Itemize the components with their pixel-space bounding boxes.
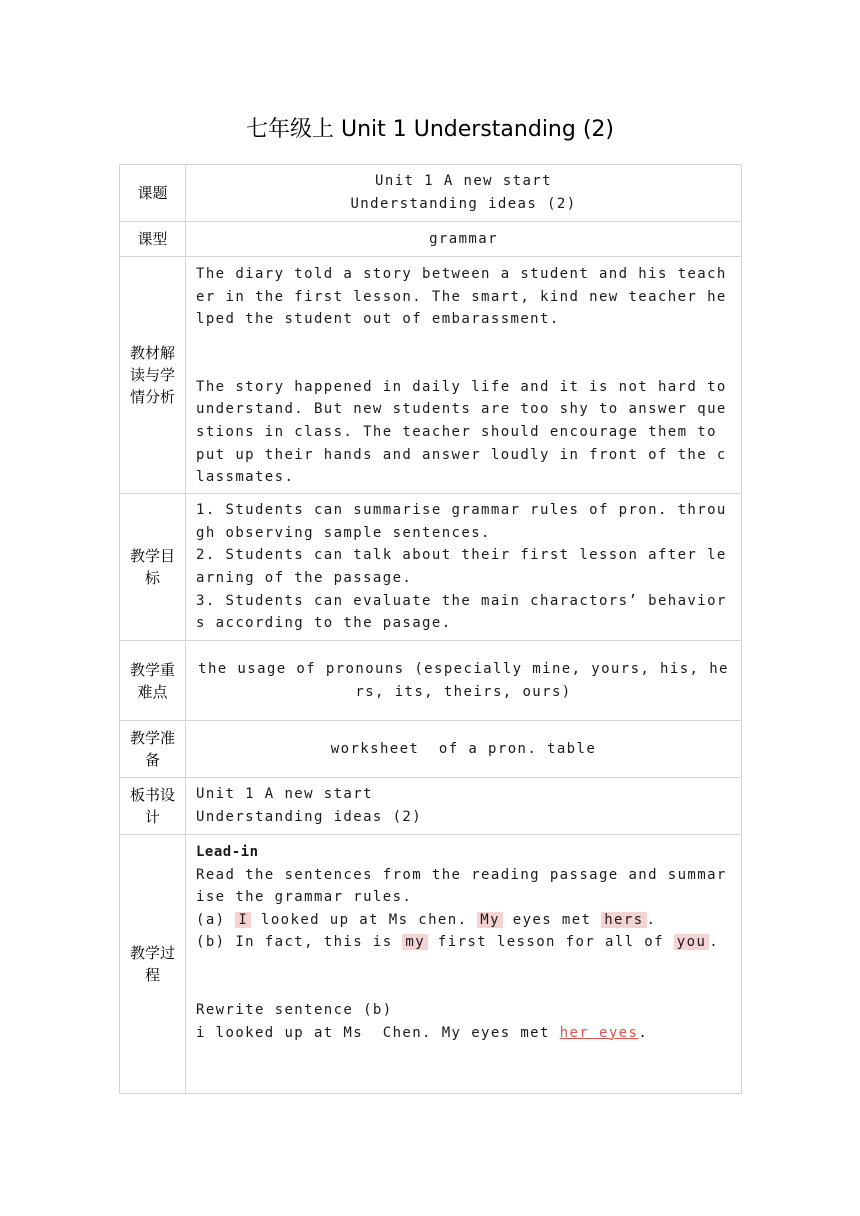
sentence-a-text: looked up at Ms chen. — [251, 911, 478, 928]
answer-text: her eyes — [559, 1024, 639, 1041]
sentence-a-text: eyes met — [502, 911, 602, 928]
sentence-a-end: . — [646, 911, 657, 928]
type-value: grammar — [186, 222, 742, 257]
analysis-paragraph-2: The story happened in daily life and it is not hard to understand. But new students are too shy to answer questions in class. The teacher should encourage them to put up their hands and answer loudly in front of the classmates. — [196, 378, 727, 486]
row-topic — [120, 165, 742, 222]
analysis-value — [186, 257, 742, 494]
objectives-value — [186, 494, 742, 641]
page-title: 七年级上 Unit 1 Understanding (2) — [245, 117, 614, 142]
label-analysis: 教材解读与学情分析 — [120, 257, 186, 494]
highlight-word: hers — [601, 912, 646, 928]
highlight-word: My — [477, 912, 503, 928]
process-heading: Lead-in — [196, 844, 259, 860]
row-analysis — [120, 257, 742, 494]
label-focus: 教学重难点 — [120, 641, 186, 721]
preparation-value: worksheet of a pron. table — [186, 721, 742, 778]
highlight-word: my — [402, 934, 428, 950]
process-intro: Read the sentences from the reading passage and summarise the grammar rules. — [196, 866, 727, 906]
highlight-word: you — [674, 934, 710, 950]
label-topic: 课题 — [120, 165, 186, 222]
board-line-2: Understanding ideas (2) — [196, 809, 423, 825]
topic-line-2: Understanding ideas (2) — [350, 196, 577, 212]
label-type: 课型 — [120, 222, 186, 257]
rewrite-end: . — [638, 1024, 649, 1041]
label-process: 教学过程 — [120, 835, 186, 1094]
objective-item-1: 1. Students can summarise grammar rules of pron. through observing sample sentences. — [196, 502, 727, 541]
analysis-paragraph-1: The diary told a story between a student and his teacher in the first lesson. The smart, kind new teacher helped the student out of embarassment. — [196, 266, 727, 328]
topic-line-1: Unit 1 A new start — [375, 173, 552, 190]
sentence-b — [196, 931, 731, 954]
rewrite-sentence — [196, 1022, 731, 1045]
sentence-a-prefix: (a) — [196, 911, 236, 928]
sentence-b-end: . — [709, 934, 720, 951]
topic-value — [186, 165, 742, 222]
process-value — [186, 835, 742, 1094]
focus-value: the usage of pronouns (especially mine, yours, his, hers, its, theirs, ours) — [186, 641, 742, 721]
label-objectives: 教学目标 — [120, 494, 186, 641]
board-line-1: Unit 1 A new start — [196, 786, 373, 803]
row-focus — [120, 641, 742, 721]
label-preparation: 教学准备 — [120, 721, 186, 778]
row-type — [120, 222, 742, 257]
sentence-b-text: first lesson for all of — [428, 934, 674, 951]
sentence-b-prefix: (b) In fact, this is — [196, 934, 403, 951]
sentence-a — [196, 909, 731, 932]
row-process — [120, 835, 742, 1094]
row-preparation — [120, 721, 742, 778]
rewrite-instruction: Rewrite sentence (b) — [196, 1001, 393, 1018]
highlight-word: I — [235, 912, 251, 928]
objective-item-3: 3. Students can evaluate the main charactors’ behaviors according to the pasage. — [196, 592, 727, 632]
row-board — [120, 778, 742, 835]
rewrite-text: i looked up at Ms Chen. My eyes met — [196, 1024, 560, 1041]
objective-item-2: 2. Students can talk about their first lesson after learning of the passage. — [196, 547, 727, 586]
label-board: 板书设计 — [120, 778, 186, 835]
board-value — [186, 778, 742, 835]
row-objectives — [120, 494, 742, 641]
lesson-plan-table — [119, 164, 742, 1094]
